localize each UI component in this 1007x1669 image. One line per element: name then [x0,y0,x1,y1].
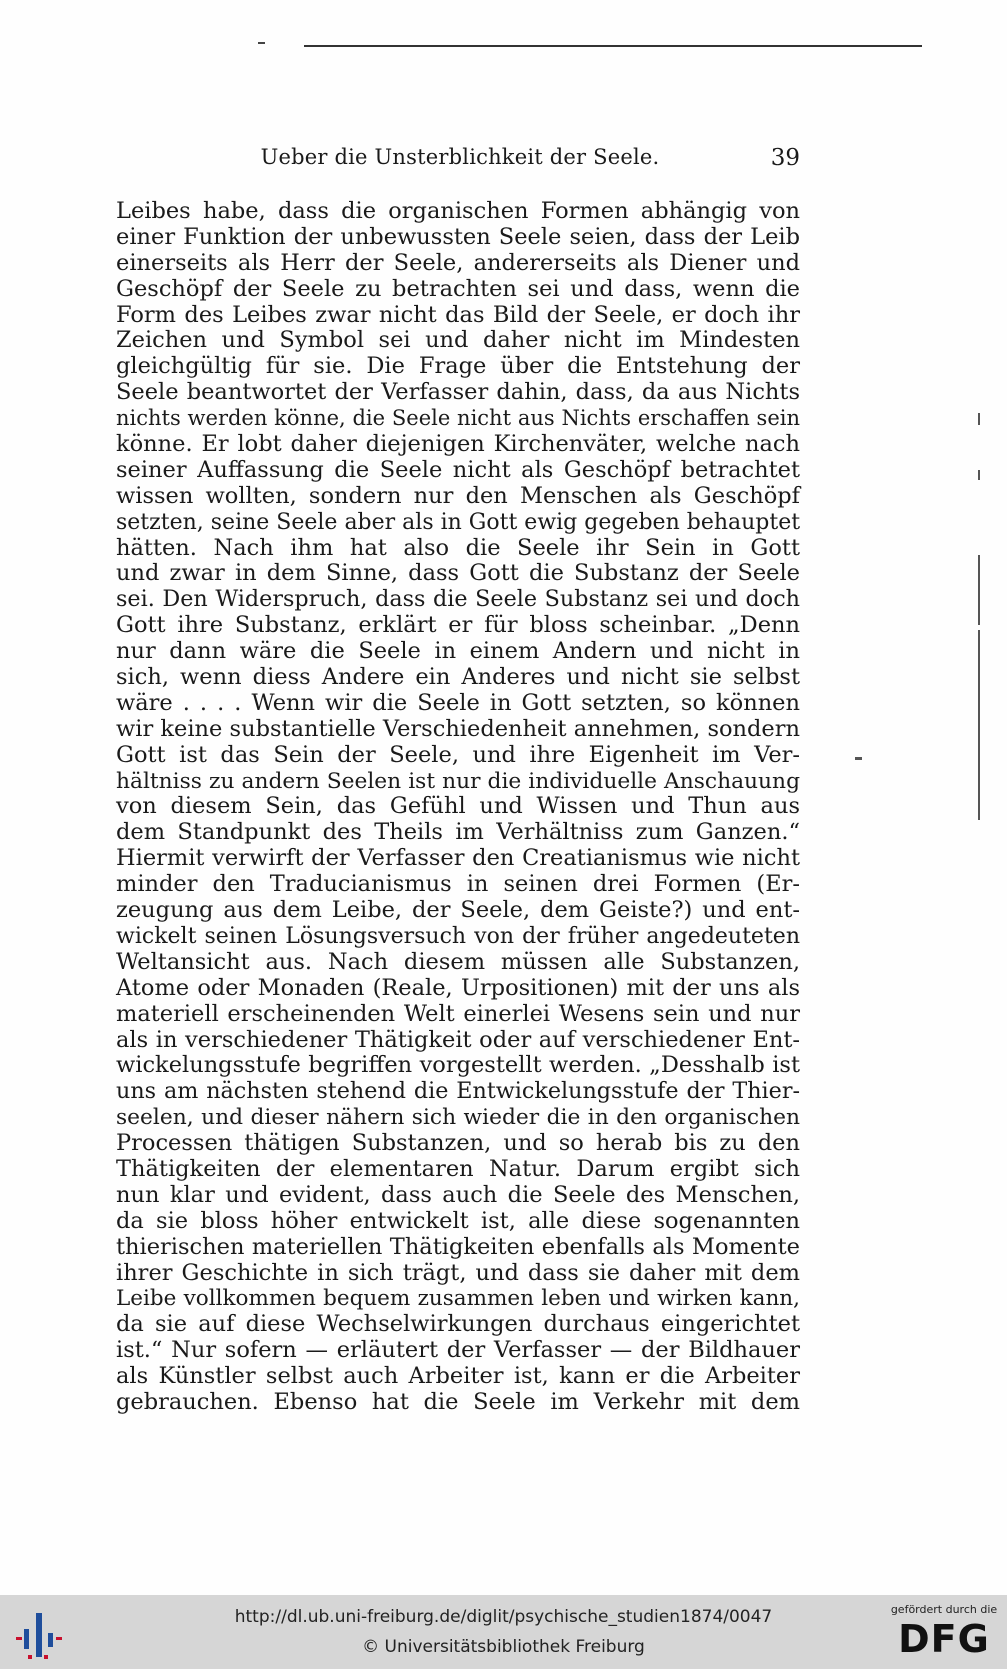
text-line: sei. Den Widerspruch, dass die Seele Substanz sei und doch [116,586,800,613]
margin-mark [978,470,980,480]
text-line: thierischen materiellen Thätigkeiten ebenfalls als Momente [116,1233,800,1260]
text-line: nun klar und evident, dass auch die Seele des Menschen, [116,1181,800,1208]
text-line: nur dann wäre die Seele in einem Andern und nicht in [116,638,800,665]
text-line: wickelungsstufe begriffen vorgestellt werden. „Desshalb ist [116,1052,800,1079]
text-line: nichts werden könne, die Seele nicht aus Nichts erschaffen sein [116,406,800,431]
text-line: materiell erscheinenden Welt einerlei Wesens sein und nur [116,1000,800,1027]
text-line: Weltansicht aus. Nach diesem müssen alle Substanzen, [116,948,800,975]
text-line: Seele beantwortet der Verfasser dahin, dass, da aus Nichts [116,379,800,406]
margin-mark [978,413,980,425]
text-line: Leibes habe, dass die organischen Formen abhängig von [116,198,800,224]
text-line: Gott ist das Sein der Seele, und ihre Eigenheit im Ver- [116,741,800,768]
text-line: gleichgültig für sie. Die Frage über die Entstehung der [116,353,800,380]
text-line: setzten, seine Seele aber als in Gott ewig gegeben behauptet [116,509,801,535]
text-line: Gott ihre Substanz, erklärt er für bloss scheinbar. „Denn [116,612,800,639]
text-line: zeugung aus dem Leibe, der Seele, dem Geiste?) und ent- [116,897,800,924]
text-line: Form des Leibes zwar nicht das Bild der Seele, er doch ihr [116,301,800,328]
text-line: ihrer Geschichte in sich trägt, und dass sie daher mit dem [116,1259,800,1286]
text-line: Processen thätigen Substanzen, und so herab bis zu den [116,1130,800,1157]
text-line: Atome oder Monaden (Reale, Urpositionen) mit der uns als [116,974,800,1001]
running-head [120,145,800,175]
text-line: seelen, und dieser nähern sich wieder die in den organischen [116,1105,800,1131]
margin-mark [978,555,980,625]
margin-mark [978,630,980,820]
text-line: dem Standpunkt des Theils im Verhältniss zum Ganzen.“ [116,819,800,846]
text-line: wickelt seinen Lösungsversuch von der früher angedeuteten [116,923,800,949]
text-line: Geschöpf der Seele zu betrachten sei und dass, wenn die [116,275,800,302]
margin-mark [855,757,862,760]
dfg-caption: gefördert durch die [890,1603,998,1616]
text-line: könne. Er lobt daher diejenigen Kirchenväter, welche nach [116,431,800,458]
footer-url[interactable]: http://dl.ub.uni-freiburg.de/diglit/psychische_studien1874/0047 [234,1607,773,1627]
text-line: da sie bloss höher entwickelt ist, alle diese sogenannten [116,1207,800,1234]
text-line: und zwar in dem Sinne, dass Gott die Substanz der Seele [116,560,800,587]
text-line: Zeichen und Symbol sei und daher nicht im Mindesten [116,327,800,354]
dfg-logo [889,1603,999,1663]
running-title: Ueber die Unsterblichkeit der Seele. [260,145,660,169]
text-line: wir keine substantielle Verschiedenheit annehmen, sondern [116,715,800,742]
text-line: minder den Traducianismus in seinen drei Formen (Er- [116,871,800,898]
footer-copyright: © Universitätsbibliothek Freiburg [362,1637,645,1657]
text-line: Leibe vollkommen bequem zusammen leben und wirken kann, [116,1286,800,1312]
text-line: gebrauchen. Ebenso hat die Seele im Verkehr mit dem [116,1388,800,1415]
text-line: da sie auf diese Wechselwirkungen durchaus eingerichtet [116,1311,800,1338]
top-rule-short [258,42,265,44]
text-line: wissen wollten, sondern nur den Menschen als Geschöpf [116,482,800,509]
text-line: als in verschiedener Thätigkeit oder auf verschiedener Ent- [116,1026,800,1053]
text-line: ist.“ Nur sofern — erläutert der Verfasser — der Bildhauer [116,1337,800,1364]
dfg-wordmark: DFG [898,1617,990,1661]
top-rule [304,45,922,47]
text-line: sich, wenn diess Andere ein Anderes und nicht sie selbst [116,664,800,691]
text-line: wäre . . . . Wenn wir die Seele in Gott setzten, so können [116,689,800,716]
page-number: 39 [770,145,800,171]
body-text [116,199,800,1416]
text-line: einerseits als Herr der Seele, andererseits als Diener und [116,249,800,276]
text-line: von diesem Sein, das Gefühl und Wissen und Thun aus [116,793,800,820]
text-line: Thätigkeiten der elementaren Natur. Darum ergibt sich [116,1155,800,1182]
footer-bar [0,1595,1007,1669]
text-line: hätten. Nach ihm hat also die Seele ihr Sein in Gott [116,534,800,561]
text-line: als Künstler selbst auch Arbeiter ist, kann er die Arbeiter [116,1363,800,1390]
text-line: seiner Auffassung die Seele nicht als Geschöpf betrachtet [116,456,800,483]
text-line: einer Funktion der unbewussten Seele seien, dass der Leib [116,223,800,250]
text-line: uns am nächsten stehend die Entwickelungsstufe der Thier- [116,1078,800,1105]
text-line: Hiermit verwirft der Verfasser den Creatianismus wie nicht [116,845,800,872]
text-line: hältniss zu andern Seelen ist nur die individuelle Anschauung [116,768,800,794]
